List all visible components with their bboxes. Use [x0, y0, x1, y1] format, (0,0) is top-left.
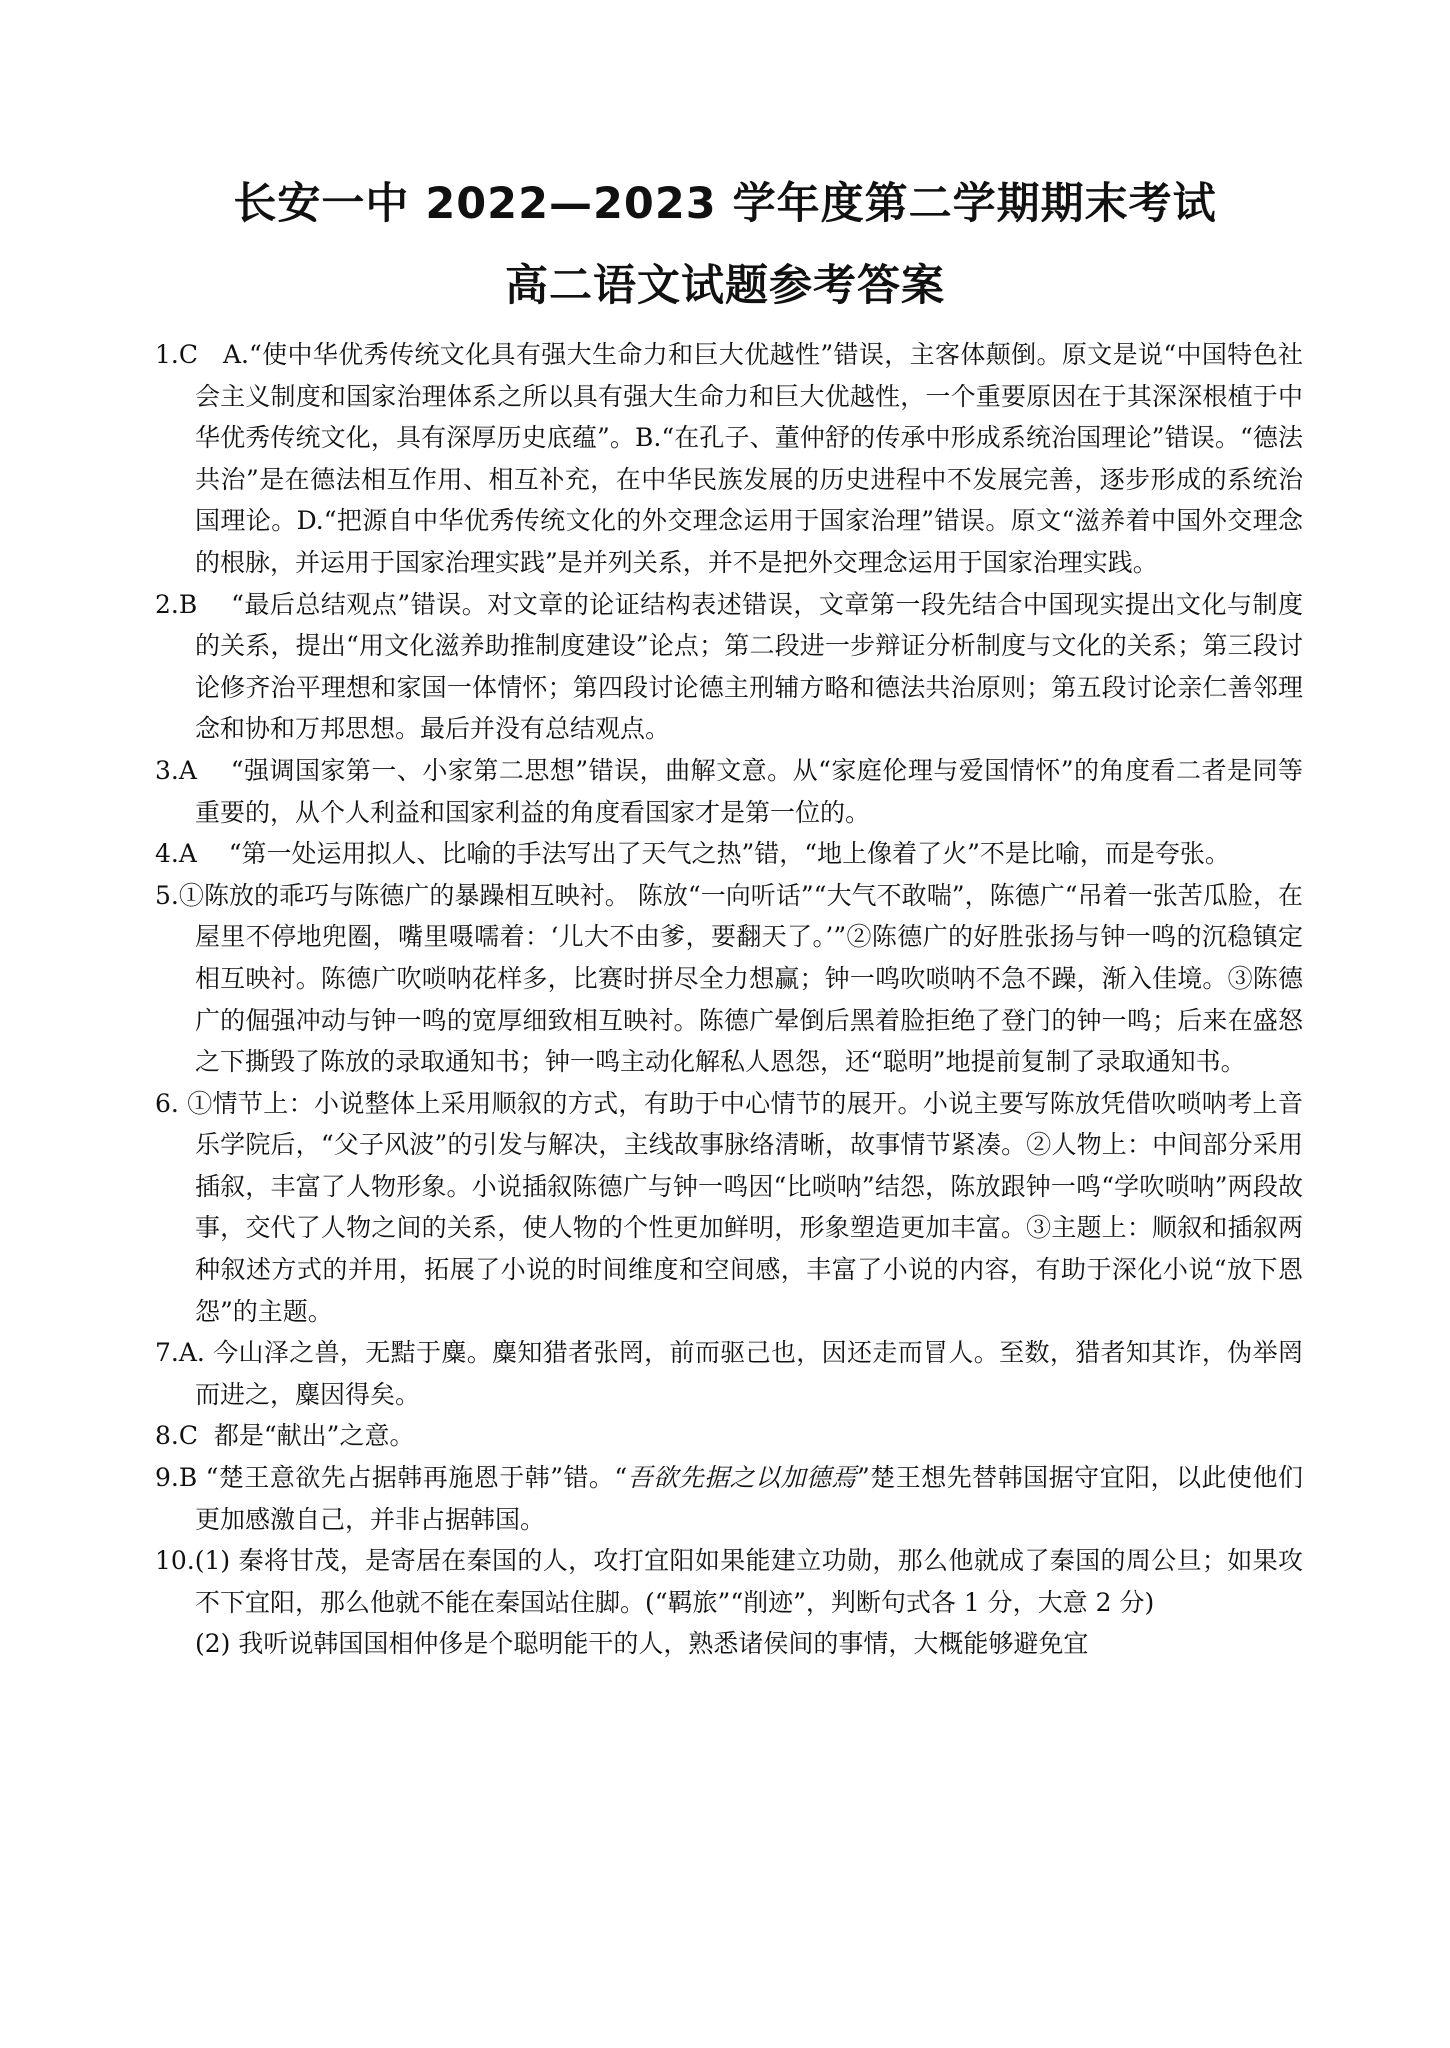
answer-quote-italic: 吾欲先据之以加德焉 — [627, 1463, 858, 1493]
answer-text: (2) 我听说韩国国相仲侈是个聪明能干的人，熟悉诸侯间的事情，大概能够避免宜 — [195, 1629, 1089, 1659]
answer-text: 今山泽之兽，无黠于麋。麋知猎者张罔，前而驱己也，因还走而冒人。至数，猎者知其诈，伪举罔而进之，麋因得矣。 — [195, 1338, 1303, 1409]
answer-item-3 — [155, 750, 1303, 833]
answer-item-6 — [155, 1083, 1303, 1333]
answer-text: 都是“献出”之意。 — [213, 1421, 415, 1451]
answer-text: ①情节上：小说整体上采用顺叙的方式，有助于中心情节的展开。小说主要写陈放凭借吹唢呐考上音乐学院后，“父子风波”的引发与解决，主线故事脉络清晰，故事情节紧凑。②人物上：中间部分采用插叙，丰富了人物形象。小说插叙陈德广与钟一鸣因“比唢呐”结怨，陈放跟钟一鸣“学吹唢呐”两段故事，交代了人物之间的关系，使人物的个性更加鲜明，形象塑造更加丰富。③主题上：顺叙和插叙两种叙述方式的并用，拓展了小说的时间维度和空间感，丰富了小说的内容，有助于深化小说“放下恩怨”的主题。 — [187, 1088, 1303, 1326]
answer-item-10 — [155, 1540, 1303, 1623]
answer-number: 7.A. — [155, 1338, 205, 1368]
document-title: 长安一中 2022—2023 学年度第二学期期末考试 — [233, 179, 1217, 229]
answer-item-1 — [155, 334, 1303, 584]
answer-text: “强调国家第一、小家第二思想”错误，曲解文意。从“家庭伦理与爱国情怀”的角度看二者是同等重要的，从个人利益和国家利益的角度看国家才是第一位的。 — [195, 755, 1303, 827]
answer-item-2 — [155, 584, 1303, 750]
answer-text: “第一处运用拟人、比喻的手法写出了天气之热”错，“地上像着了火”不是比喻，而是夸张。 — [228, 839, 1230, 869]
answer-number: 6. — [155, 1088, 179, 1118]
answer-number: 3.A — [155, 755, 197, 785]
answer-item-4 — [155, 833, 1303, 875]
document-subtitle: 高二语文试题参考答案 — [505, 261, 945, 311]
answer-text: ①陈放的乖巧与陈德广的暴躁相互映衬。 陈放“一向听话”“大气不敢喘”，陈德广“吊着一张苦瓜脸，在屋里不停地兜圈，嘴里嗫嚅着：‘儿大不由爹，要翻天了。’”②陈德广的好胜张扬与钟一鸣的沉稳镇定相互映衬。陈德广吹唢呐花样多，比赛时拼尽全力想赢；钟一鸣吹唢呐不急不躁，渐入佳境。③陈德广的倔强冲动与钟一鸣的宽厚细致相互映衬。陈德广晕倒后黑着脸拒绝了登门的钟一鸣；后来在盛怒之下撕毁了陈放的录取通知书；钟一鸣主动化解私人恩怨，还“聪明”地提前复制了录取通知书。 — [178, 880, 1303, 1077]
answer-number: 1.C — [155, 340, 198, 369]
answer-text: “最后总结观点”错误。对文章的论证结构表述错误，文章第一段先结合中国现实提出文化与制度的关系，提出“用文化滋养助推制度建设”论点；第二段进一步辩证分析制度与文化的关系；第三段讨论修齐治平理想和家国一体情怀；第四段讨论德主刑辅方略和德法共治原则；第五段讨论亲仁善邻理念和协和万邦思想。最后并没有总结观点。 — [195, 589, 1303, 744]
answer-text: (1) 秦将甘茂，是寄居在秦国的人，攻打宜阳如果能建立功勋，那么他就成了秦国的周公旦；如果攻不下宜阳，那么他就不能在秦国站住脚。(“羁旅”“削迹”，判断句式各 1 分，大意 2 分) — [194, 1546, 1303, 1617]
answer-list — [155, 334, 1303, 1665]
answer-number: 9.B — [155, 1463, 198, 1493]
answer-number: 10. — [155, 1546, 195, 1576]
answer-number: 8.C — [155, 1421, 198, 1451]
answer-text-part-b: ”楚王想先替韩国据守宜阳，以此使他们更加感激自己，并非占据韩国。 — [195, 1463, 1303, 1534]
answer-number: 5. — [155, 880, 179, 910]
answer-number: 4.A — [155, 839, 197, 869]
answer-item-7 — [155, 1332, 1303, 1415]
answer-item-5 — [155, 875, 1303, 1083]
answer-item-9 — [155, 1457, 1303, 1540]
answer-number: 2.B — [155, 589, 198, 619]
answer-text: A.“使中华优秀传统文化具有强大生命力和巨大优越性”错误，主客体颠倒。原文是说“中国特色社会主义制度和国家治理体系之所以具有强大生命力和巨大优越性，一个重要原因在于其深深根植于中华优秀传统文化，具有深厚历史底蕴”。B.“在孔子、董仲舒的传承中形成系统治国理论”错误。“德法共治”是在德法相互作用、相互补充，在中华民族发展的历史进程中不发展完善，逐步形成的系统治国理论。D.“把源自中华优秀传统文化的外交理念运用于国家治理”错误。原文“滋养着中国外交理念的根脉，并运用于国家治理实践”是并列关系，并不是把外交理念运用于国家治理实践。 — [195, 340, 1303, 577]
answer-text-part-a: “楚王意欲先占据韩再施恩于韩”错。“ — [205, 1463, 628, 1493]
answer-item-8 — [155, 1415, 1303, 1457]
answer-item-10-part-2 — [155, 1623, 1303, 1665]
